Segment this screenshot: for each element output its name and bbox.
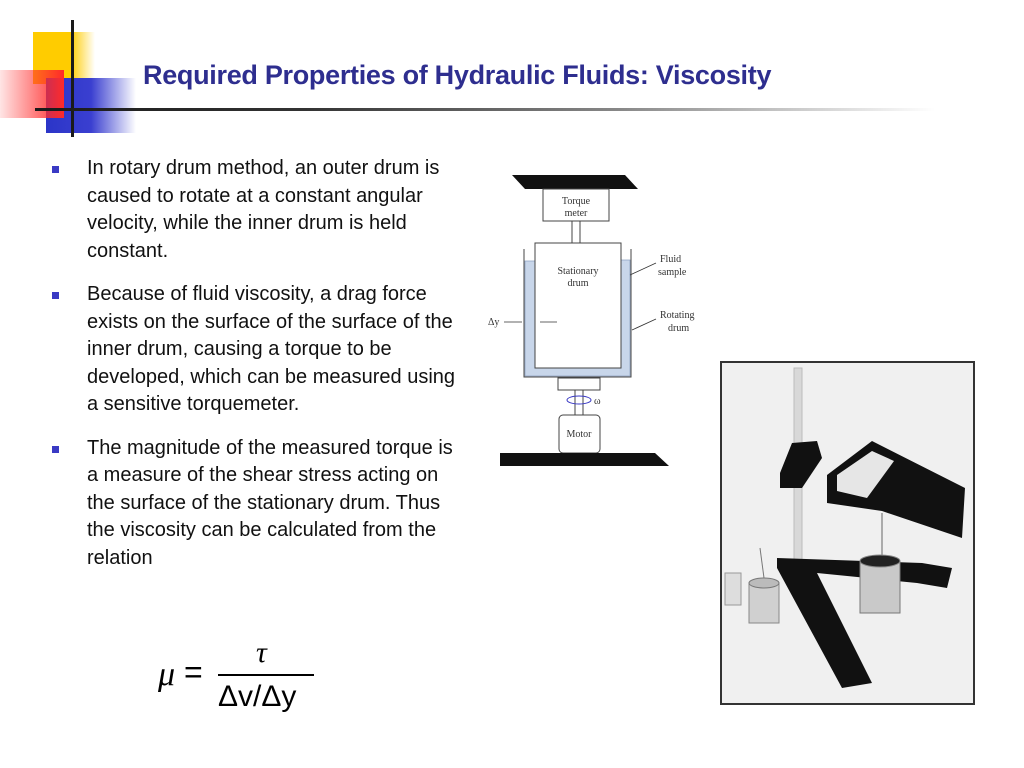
bullet-text: In rotary drum method, an outer drum is caused to rotate at a constant angular velocity, while the inner drum is held constant. — [87, 157, 440, 262]
bullet-list — [48, 155, 468, 588]
decor-vertical-line — [71, 20, 74, 137]
formula-fraction-bar — [218, 674, 314, 676]
formula-denominator — [218, 680, 296, 714]
formula-slash: / — [253, 680, 262, 713]
bullet-square-icon — [52, 292, 59, 299]
label-rotating-drum: drum — [668, 323, 690, 334]
bullet-item — [48, 435, 468, 573]
bullet-text: Because of fluid viscosity, a drag force exists on the surface of the surface of the inner drum, causing a torque to be developed, which can be measured using a sensitive torquemeter. — [87, 283, 456, 415]
label-sample: sample — [658, 267, 687, 278]
bullet-item — [48, 155, 468, 265]
bullet-item — [48, 281, 468, 419]
viscosity-formula — [158, 636, 328, 720]
label-motor: Motor — [566, 429, 592, 440]
label-drum: drum — [567, 278, 589, 289]
label-omega: ω — [594, 396, 601, 407]
title-underline — [35, 108, 935, 111]
label-meter: meter — [564, 208, 588, 219]
rotary-drum-diagram — [480, 165, 720, 475]
viscometer-photo-illustration — [722, 363, 973, 703]
bullet-text: The magnitude of the measured torque is a measure of the shear stress acting on the surface of the stationary drum. Thus the viscosity can be calculated from the relation — [87, 436, 453, 569]
formula-dy: Δy — [261, 680, 297, 713]
label-fluid: Fluid — [660, 254, 682, 265]
bottom-plate — [500, 453, 669, 466]
bullet-square-icon — [52, 446, 59, 453]
label-torque: Torque — [561, 196, 591, 207]
formula-numerator: τ — [256, 636, 267, 669]
top-plate — [512, 175, 638, 189]
formula-dv: Δv — [218, 680, 254, 713]
label-delta-y: Δy — [488, 317, 500, 328]
bullet-square-icon — [52, 166, 59, 173]
viscometer-photo — [720, 361, 975, 705]
label-rotating: Rotating — [660, 310, 695, 321]
label-stationary: Stationary — [557, 266, 599, 277]
formula-mu: μ — [158, 656, 176, 693]
formula-equals: = — [184, 654, 203, 690]
slide-title: Required Properties of Hydraulic Fluids: Viscosity — [143, 60, 772, 90]
